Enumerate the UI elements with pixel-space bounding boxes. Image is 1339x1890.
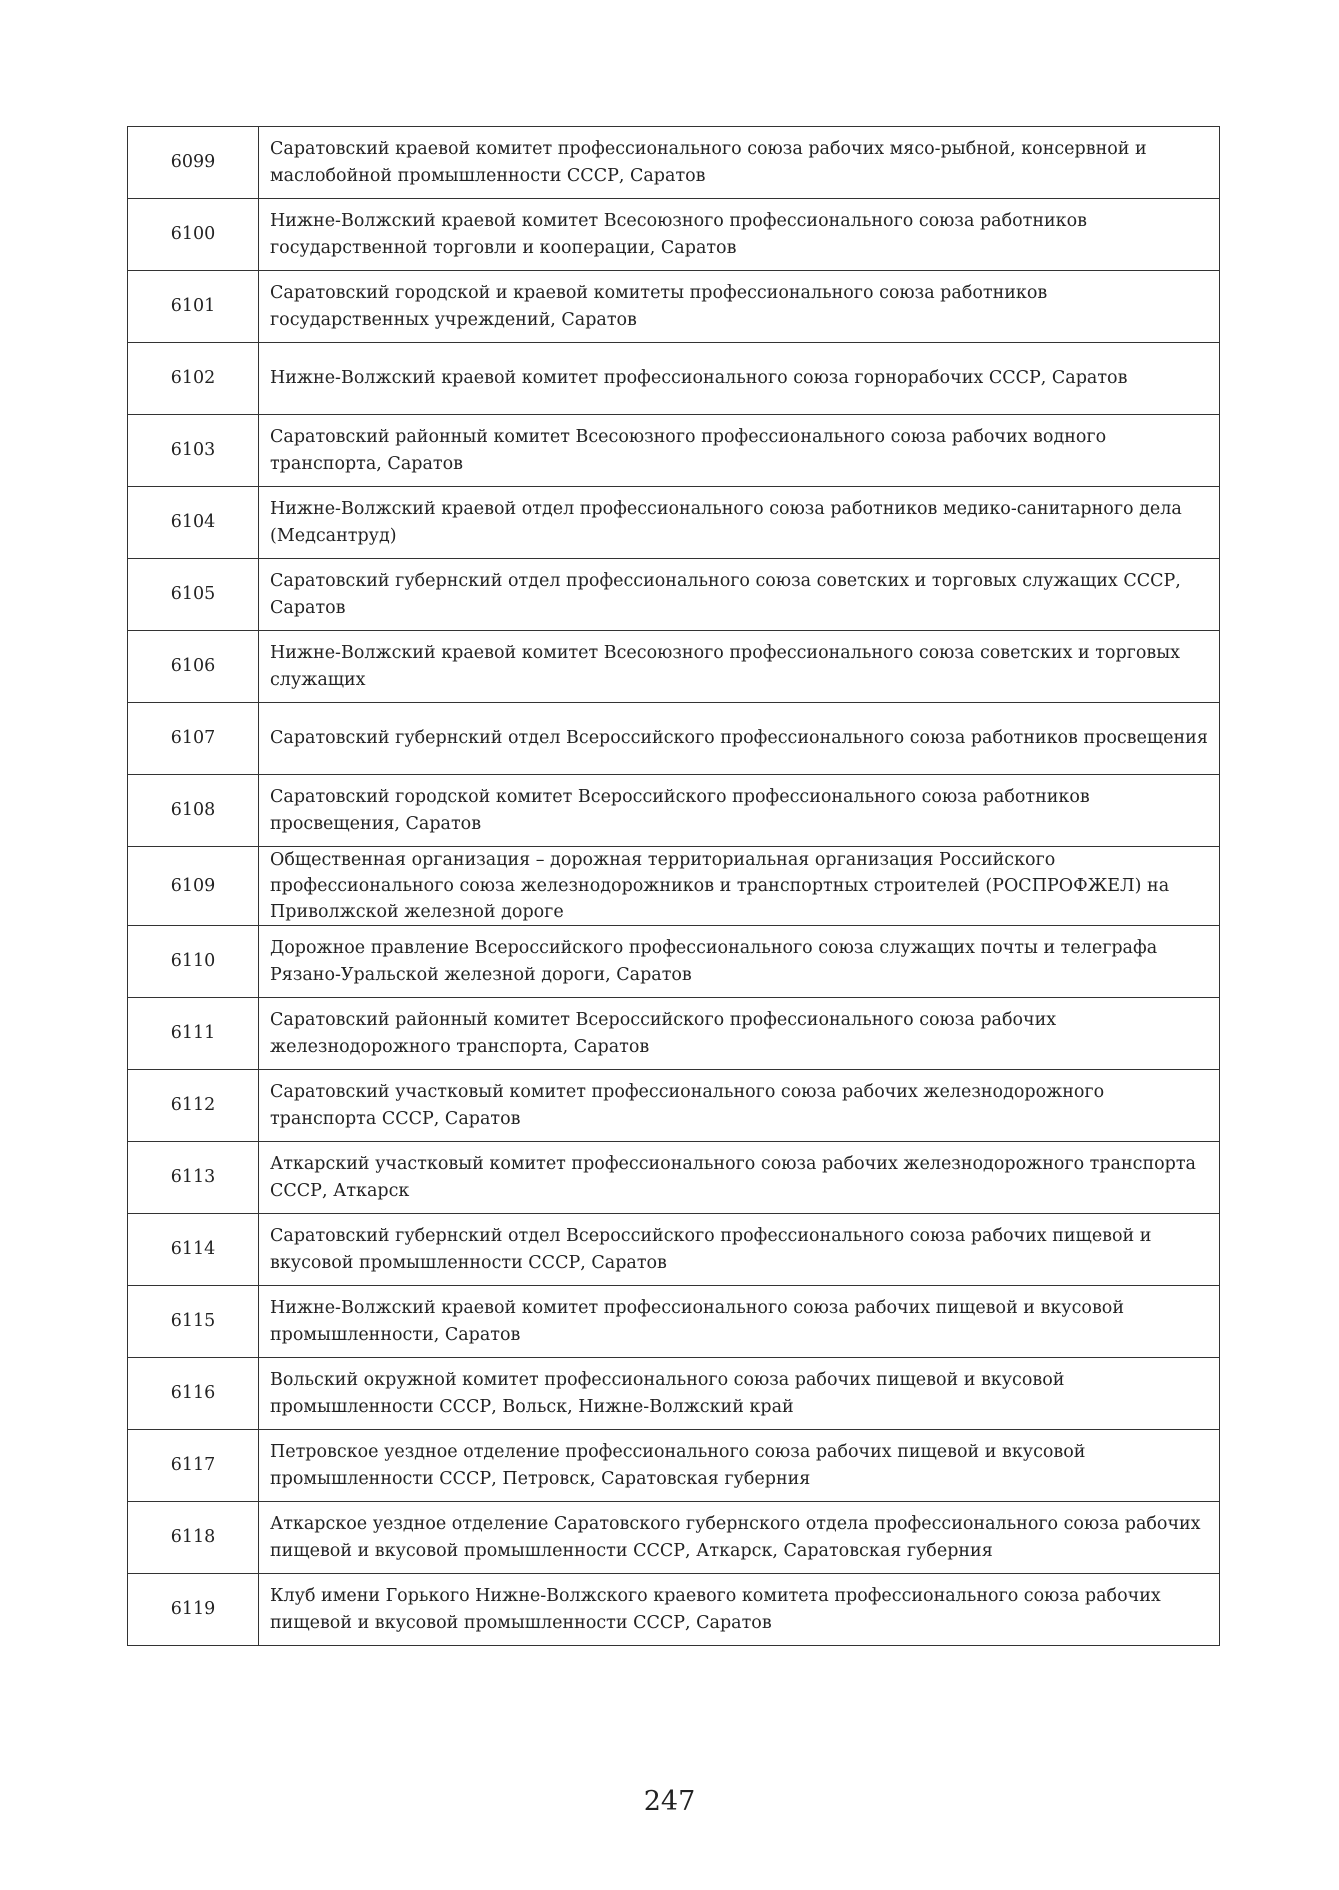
fund-name: Саратовский губернский отдел Всероссийского профессионального союза работников просвещения <box>259 703 1220 775</box>
fund-name: Вольский окружной комитет профессионального союза рабочих пищевой и вкусовой промышленности СССР, Вольск, Нижне-Волжский край <box>259 1358 1220 1430</box>
fund-number: 6102 <box>128 343 259 415</box>
fund-name: Аткарский участковый комитет профессионального союза рабочих железнодорожного транспорта СССР, Аткарск <box>259 1142 1220 1214</box>
table-row <box>128 559 1220 631</box>
table-row <box>128 1286 1220 1358</box>
fund-name: Общественная организация – дорожная территориальная организация Российского профессионального союза железнодорожников и транспортных строителей (РОСПРОФЖЕЛ) на Приволжской железной дороге <box>259 847 1220 926</box>
fund-name: Нижне-Волжский краевой комитет профессионального союза рабочих пищевой и вкусовой промышленности, Саратов <box>259 1286 1220 1358</box>
fund-name: Нижне-Волжский краевой комитет Всесоюзного профессионального союза работников государственной торговли и кооперации, Саратов <box>259 199 1220 271</box>
fund-name: Дорожное правление Всероссийского профессионального союза служащих почты и телеграфа Рязано-Уральской железной дороги, Саратов <box>259 926 1220 998</box>
table-row <box>128 703 1220 775</box>
fund-name: Нижне-Волжский краевой комитет профессионального союза горнорабочих СССР, Саратов <box>259 343 1220 415</box>
fund-number: 6110 <box>128 926 259 998</box>
fund-number: 6114 <box>128 1214 259 1286</box>
fund-name: Саратовский городской комитет Всероссийского профессионального союза работников просвещения, Саратов <box>259 775 1220 847</box>
table-row <box>128 343 1220 415</box>
fund-name: Саратовский участковый комитет профессионального союза рабочих железнодорожного транспорта СССР, Саратов <box>259 1070 1220 1142</box>
fund-name: Петровское уездное отделение профессионального союза рабочих пищевой и вкусовой промышленности СССР, Петровск, Саратовская губерния <box>259 1430 1220 1502</box>
fund-number: 6104 <box>128 487 259 559</box>
table-row <box>128 631 1220 703</box>
table-row <box>128 1574 1220 1646</box>
table-row <box>128 127 1220 199</box>
table-row <box>128 1430 1220 1502</box>
fund-number: 6111 <box>128 998 259 1070</box>
fund-number: 6112 <box>128 1070 259 1142</box>
fund-name: Саратовский районный комитет Всероссийского профессионального союза рабочих железнодорожного транспорта, Саратов <box>259 998 1220 1070</box>
fund-number: 6100 <box>128 199 259 271</box>
fund-name: Аткарское уездное отделение Саратовского губернского отдела профессионального союза рабочих пищевой и вкусовой промышленности СССР, Аткарск, Саратовская губерния <box>259 1502 1220 1574</box>
fund-number: 6099 <box>128 127 259 199</box>
table-row <box>128 1070 1220 1142</box>
fund-number: 6115 <box>128 1286 259 1358</box>
fund-number: 6108 <box>128 775 259 847</box>
table-row <box>128 415 1220 487</box>
fund-number: 6101 <box>128 271 259 343</box>
table-row <box>128 926 1220 998</box>
fund-number: 6109 <box>128 847 259 926</box>
table-row <box>128 1214 1220 1286</box>
table-row <box>128 847 1220 926</box>
table-row <box>128 271 1220 343</box>
fund-number: 6113 <box>128 1142 259 1214</box>
fund-number: 6105 <box>128 559 259 631</box>
fund-name: Саратовский губернский отдел Всероссийского профессионального союза рабочих пищевой и вкусовой промышленности СССР, Саратов <box>259 1214 1220 1286</box>
fund-name: Саратовский районный комитет Всесоюзного профессионального союза рабочих водного транспорта, Саратов <box>259 415 1220 487</box>
fund-name: Клуб имени Горького Нижне-Волжского краевого комитета профессионального союза рабочих пищевой и вкусовой промышленности СССР, Саратов <box>259 1574 1220 1646</box>
fund-number: 6103 <box>128 415 259 487</box>
fund-name: Саратовский городской и краевой комитеты профессионального союза работников государственных учреждений, Саратов <box>259 271 1220 343</box>
table-row <box>128 1358 1220 1430</box>
table-row <box>128 199 1220 271</box>
fund-name: Нижне-Волжский краевой комитет Всесоюзного профессионального союза советских и торговых служащих <box>259 631 1220 703</box>
fund-name: Саратовский краевой комитет профессионального союза рабочих мясо-рыбной, консервной и маслобойной промышленности СССР, Саратов <box>259 127 1220 199</box>
table-row <box>128 487 1220 559</box>
fund-number: 6116 <box>128 1358 259 1430</box>
fund-name: Нижне-Волжский краевой отдел профессионального союза работников медико-санитарного дела (Медсантруд) <box>259 487 1220 559</box>
fund-table <box>127 126 1220 1646</box>
table-row <box>128 998 1220 1070</box>
fund-number: 6119 <box>128 1574 259 1646</box>
table-row <box>128 775 1220 847</box>
table-row <box>128 1142 1220 1214</box>
fund-name: Саратовский губернский отдел профессионального союза советских и торговых служащих СССР, Саратов <box>259 559 1220 631</box>
table-row <box>128 1502 1220 1574</box>
fund-number: 6118 <box>128 1502 259 1574</box>
fund-number: 6106 <box>128 631 259 703</box>
page-number: 247 <box>643 1786 696 1817</box>
fund-number: 6117 <box>128 1430 259 1502</box>
fund-number: 6107 <box>128 703 259 775</box>
